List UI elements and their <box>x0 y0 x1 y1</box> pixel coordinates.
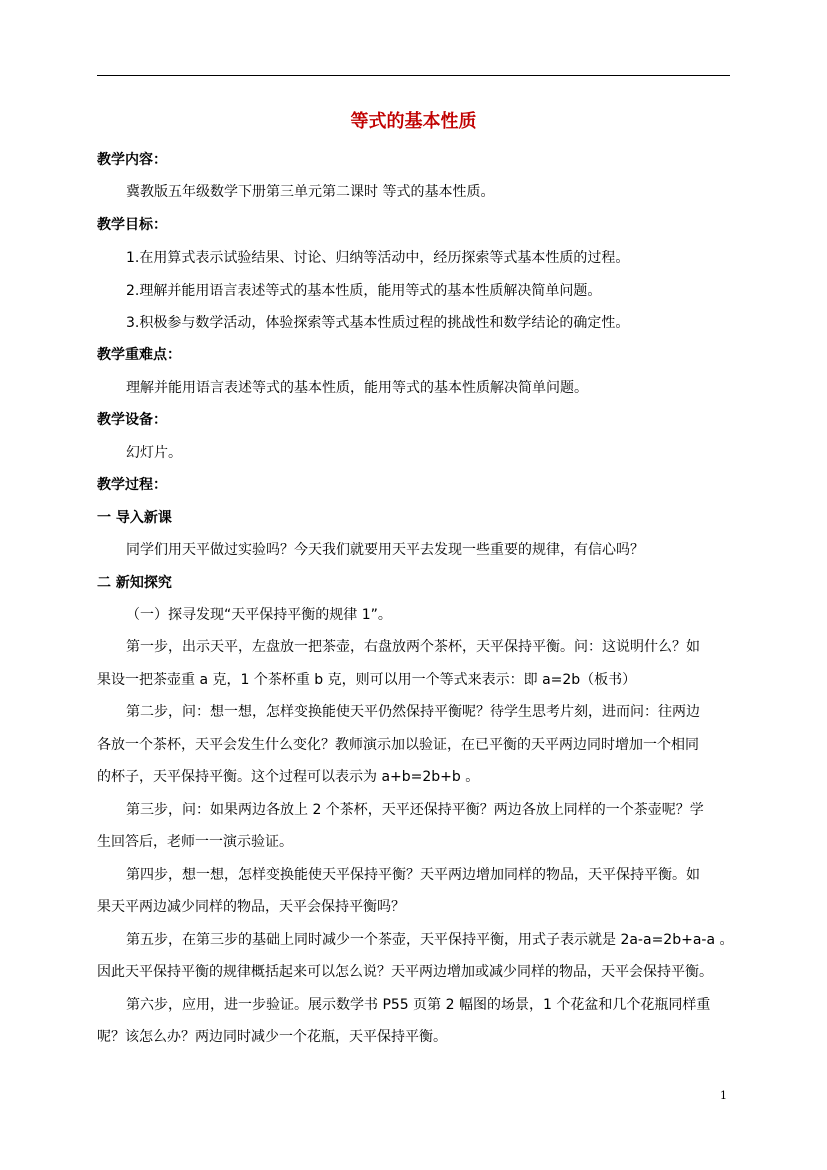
paragraph-key-points: 理解并能用语言表述等式的基本性质，能用等式的基本性质解决简单问题。 <box>126 380 588 396</box>
step2-line2: 各放一个茶杯，天平会发生什么变化？教师演示加以验证，在已平衡的天平两边同时增加一个相同 <box>97 737 699 753</box>
goal-item-3: 3.积极参与数学活动，体验探索等式基本性质过程的挑战性和数学结论的确定性。 <box>126 315 630 331</box>
step2-line3: 的杯子，天平保持平衡。这个过程可以表示为 a+b=2b+b 。 <box>97 769 480 785</box>
section-heading-equipment: 教学设备： <box>97 412 167 428</box>
step3-line1: 第三步，问：如果两边各放上 2 个茶杯，天平还保持平衡？两边各放上同样的一个茶壶呢？学 <box>126 802 704 818</box>
page-number: 1 <box>720 1089 727 1102</box>
step1-line2: 果设一把茶壶重 a 克，1 个茶杯重 b 克，则可以用一个等式来表示：即 a=2b（板书） <box>97 672 637 688</box>
paragraph-equipment: 幻灯片。 <box>126 445 182 461</box>
section-heading-content: 教学内容： <box>97 152 167 168</box>
header-rule <box>97 75 730 76</box>
subsection-subheading: （一）探寻发现“天平保持平衡的规律 1”。 <box>126 607 392 623</box>
step1-line1: 第一步，出示天平，左盘放一把茶壶，右盘放两个茶杯，天平保持平衡。问：这说明什么？如 <box>126 639 700 655</box>
step4-line1: 第四步，想一想，怎样变换能使天平保持平衡？天平两边增加同样的物品，天平保持平衡。如 <box>126 867 700 883</box>
step2-line1: 第二步，问：想一想，怎样变换能使天平仍然保持平衡呢？待学生思考片刻，进而问：往两边 <box>126 704 700 720</box>
goal-item-2: 2.理解并能用语言表述等式的基本性质，能用等式的基本性质解决简单问题。 <box>126 283 602 299</box>
document-title: 等式的基本性质 <box>350 111 477 132</box>
step6-line1: 第六步，应用，进一步验证。展示数学书 P55 页第 2 幅图的场景，1 个花盆和几个花瓶同样重 <box>126 997 711 1013</box>
subsection-heading-explore: 二 新知探究 <box>97 575 172 591</box>
section-heading-goals: 教学目标： <box>97 217 167 233</box>
section-heading-process: 教学过程： <box>97 477 167 493</box>
step5-line2: 因此天平保持平衡的规律概括起来可以怎么说？天平两边增加或减少同样的物品，天平会保持平衡。 <box>97 964 713 980</box>
goal-item-1: 1.在用算式表示试验结果、讨论、归纳等活动中，经历探索等式基本性质的过程。 <box>126 250 630 266</box>
section-heading-key-points: 教学重难点： <box>97 347 181 363</box>
step3-line2: 生回答后，老师一一演示验证。 <box>97 834 293 850</box>
paragraph-content: 冀教版五年级数学下册第三单元第二课时 等式的基本性质。 <box>126 184 495 200</box>
step6-line2: 呢？该怎么办？两边同时减少一个花瓶，天平保持平衡。 <box>97 1029 447 1045</box>
step5-line1: 第五步，在第三步的基础上同时减少一个茶壶，天平保持平衡，用式子表示就是 2a-a=2b+a-a 。 <box>126 932 734 948</box>
step4-line2: 果天平两边减少同样的物品，天平会保持平衡吗？ <box>97 899 405 915</box>
paragraph-intro: 同学们用天平做过实验吗？今天我们就要用天平去发现一些重要的规律，有信心吗？ <box>126 542 644 558</box>
subsection-heading-intro: 一 导入新课 <box>97 510 172 526</box>
